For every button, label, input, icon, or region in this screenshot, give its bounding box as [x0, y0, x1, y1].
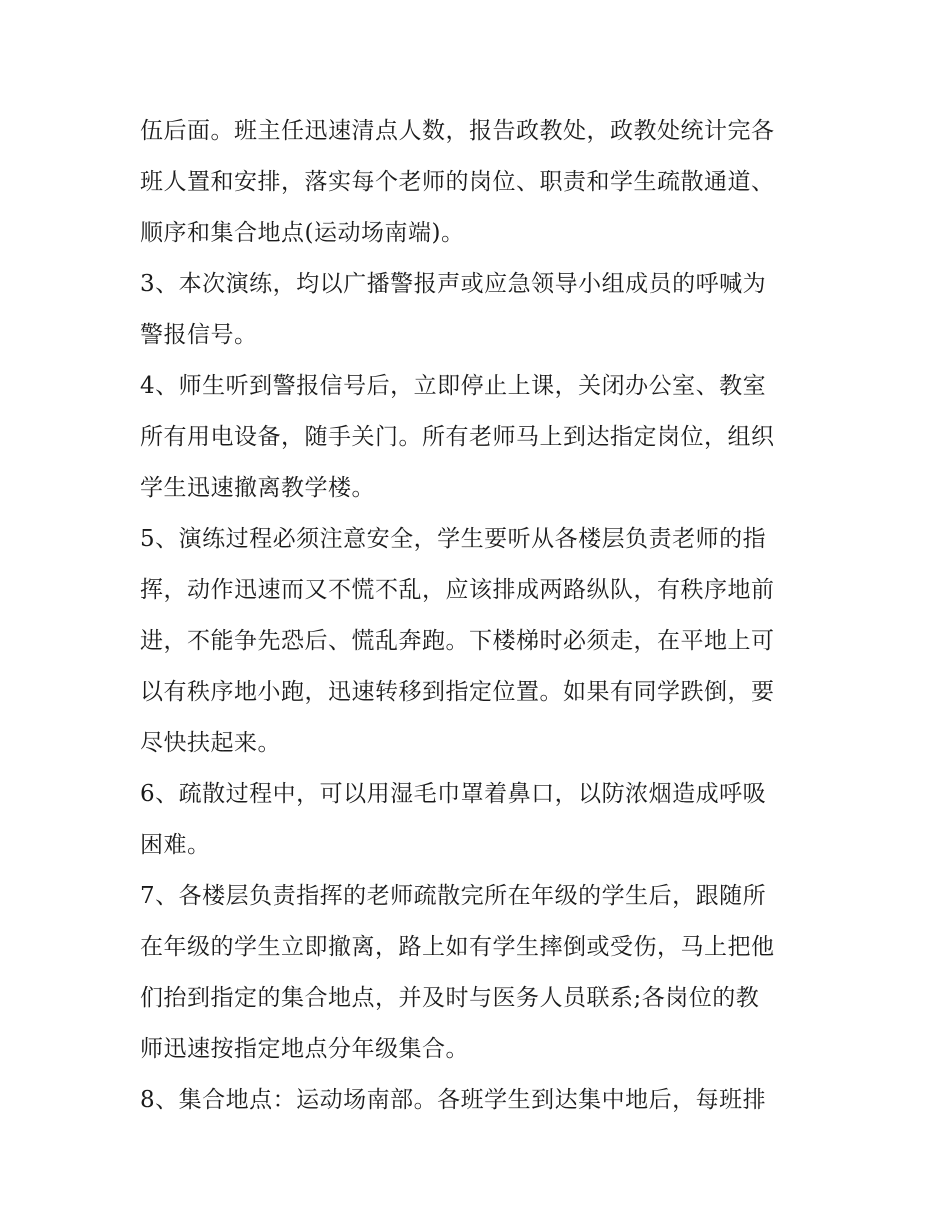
- text-line: 3、本次演练，均以广播警报声或应急领导小组成员的呼喊为: [140, 271, 767, 297]
- text-line: 以有秩序地小跑，迅速转移到指定位置。如果有同学跌倒，要: [140, 679, 775, 705]
- text-line: 班人置和安排，落实每个老师的岗位、职责和学生疏散通道、: [140, 169, 775, 195]
- text-line: 顺序和集合地点(运动场南端)。: [140, 220, 465, 246]
- document-body: [140, 106, 820, 1126]
- text-line: 7、各楼层负责指挥的老师疏散完所在年级的学生后，跟随所: [140, 883, 767, 909]
- text-line: 师迅速按指定地点分年级集合。: [140, 1036, 469, 1062]
- text-line: 4、师生听到警报信号后，立即停止上课，关闭办公室、教室: [140, 373, 767, 399]
- text-line: 5、演练过程必须注意安全，学生要听从各楼层负责老师的指: [140, 526, 767, 552]
- text-line: 8、集合地点：运动场南部。各班学生到达集中地后，每班排: [140, 1087, 767, 1113]
- text-line: 在年级的学生立即撤离，路上如有学生摔倒或受伤，马上把他: [140, 934, 775, 960]
- text-line: 困难。: [140, 832, 211, 858]
- text-line: 挥，动作迅速而又不慌不乱，应该排成两路纵队，有秩序地前: [140, 577, 775, 603]
- text-line: 伍后面。班主任迅速清点人数，报告政教处，政教处统计完各: [140, 118, 775, 144]
- text-line: 所有用电设备，随手关门。所有老师马上到达指定岗位，组织: [140, 424, 775, 450]
- text-line: 警报信号。: [140, 322, 258, 348]
- text-line: 们抬到指定的集合地点，并及时与医务人员联系;各岗位的教: [140, 985, 760, 1011]
- text-line: 学生迅速撤离教学楼。: [140, 475, 375, 501]
- text-line: 尽快扶起来。: [140, 730, 281, 756]
- text-line: 进，不能争先恐后、慌乱奔跑。下楼梯时必须走，在平地上可: [140, 628, 775, 654]
- text-line: 6、疏散过程中，可以用湿毛巾罩着鼻口，以防浓烟造成呼吸: [140, 781, 767, 807]
